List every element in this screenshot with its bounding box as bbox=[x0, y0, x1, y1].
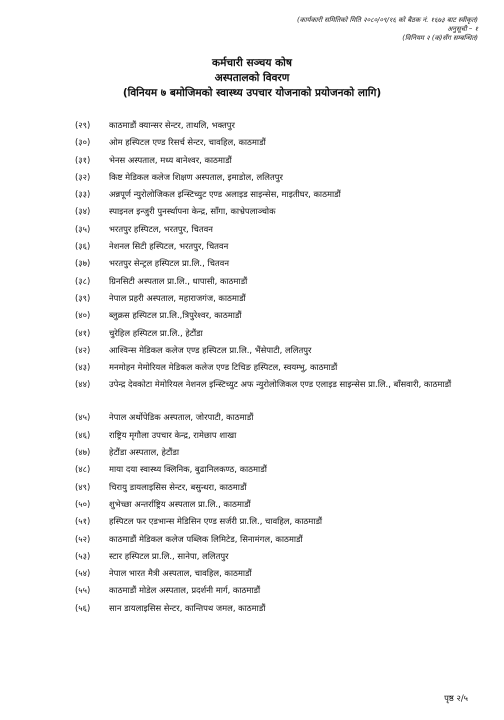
item-number: (४६) bbox=[75, 429, 91, 440]
list-item bbox=[75, 584, 485, 601]
hospital-name: उपेन्द्र देवकोटा मेमोरियल नेशनल इन्स्टिच्युट अफ न्युरोलोजिकल एण्ड एलाइड साइन्सेस प्रा.लि., बाँसवारी, काठमाडौं bbox=[109, 379, 452, 390]
item-number: (३०) bbox=[75, 137, 91, 148]
hospital-name: चुरेहिल हस्पिटल प्रा.लि., हेटौंडा bbox=[109, 327, 203, 338]
item-number: (५२) bbox=[75, 533, 91, 544]
document-titles bbox=[0, 56, 504, 101]
hospital-name: किष्ट मेडिकल कलेज शिक्षण अस्पताल, इमाडोल, ललितपुर bbox=[109, 171, 283, 182]
hospital-name: काठमाडौं क्यान्सर सेन्टर, ताथलि, भक्तपुर bbox=[109, 120, 235, 130]
hospital-name: स्पाइनल इन्जुरी पुनर्स्थापना केन्द्र, साँगा, काभ्रेपलाञ्चोक bbox=[109, 206, 276, 217]
item-number: (३७) bbox=[75, 258, 91, 269]
hospital-name: चिरायु डायलाइसिस सेन्टर, बसुन्धरा, काठमाडौं bbox=[109, 481, 247, 492]
item-number: (३२) bbox=[75, 171, 91, 182]
document-title: अस्पतालको विवरण bbox=[214, 72, 290, 84]
hospital-name: भेनस अस्पताल, मध्य बानेश्वर, काठमाडौं bbox=[109, 154, 232, 165]
list-item bbox=[75, 240, 485, 257]
hospital-name: भरतपुर सेन्ट्रल हस्पिटल प्रा.लि., चितवन bbox=[109, 258, 229, 269]
item-number: (५१) bbox=[75, 516, 91, 527]
list-item bbox=[75, 378, 485, 411]
item-number: (३८) bbox=[75, 275, 91, 286]
hospital-name: नेपाल प्रहरी अस्पताल, महाराजगंज, काठमाडौं bbox=[109, 292, 246, 303]
hospital-name: ग्रिनसिटी अस्पताल प्रा.लि., धापासी, काठमाडौं bbox=[109, 275, 248, 286]
item-number: (४१) bbox=[75, 327, 91, 338]
list-item bbox=[75, 119, 485, 136]
item-number: (२९) bbox=[75, 120, 91, 130]
list-item bbox=[75, 309, 485, 326]
hospital-name: नेपाल भारत मैत्री अस्पताल, चावहिल, काठमाडौं bbox=[109, 568, 252, 579]
list-item bbox=[75, 602, 485, 619]
list-item bbox=[75, 344, 485, 361]
item-number: (३६) bbox=[75, 241, 91, 252]
list-item bbox=[75, 136, 485, 153]
item-number: (४४) bbox=[75, 379, 91, 390]
list-item bbox=[75, 171, 485, 188]
hospital-name: आश्विन्स मेडिकल कलेज एण्ड हस्पिटल प्रा.लि., भैंसेपाटी, ललितपुर bbox=[109, 344, 312, 355]
hospital-name: ओम हस्पिटल एण्ड रिसर्च सेन्टर, चावहिल, काठमाडौं bbox=[109, 137, 266, 148]
hospital-name: हस्पिटल फर एडभान्स मेडिसिन एण्ड सर्जरी प्रा.लि., चावहिल, काठमाडौं bbox=[109, 516, 323, 527]
hospital-name: ब्लुक्रस हस्पिटल प्रा.लि.,त्रिपुरेश्वर, काठमाडौं bbox=[109, 310, 242, 321]
list-item bbox=[75, 361, 485, 378]
hospital-name: हेटौंडा अस्पताल, हेटौंडा bbox=[109, 447, 179, 458]
hospital-name: माया दया स्वास्थ्य क्लिनिक, बुढानिलकण्ठ, काठमाडौं bbox=[109, 464, 267, 475]
item-number: (३३) bbox=[75, 189, 91, 200]
hospital-name: स्टार हस्पिटल प्रा.लि., सानेपा, ललितपुर bbox=[109, 550, 229, 561]
list-item bbox=[75, 446, 485, 463]
list-item bbox=[75, 550, 485, 567]
regulation-reference: (विनियम २ (क)सँग सम्बन्धित) bbox=[402, 34, 478, 42]
hospital-name: काठमाडौं मोडेल अस्पताल, प्रदर्शनी मार्ग, काठमाडौं bbox=[109, 585, 261, 596]
list-item bbox=[75, 481, 485, 498]
item-number: (४३) bbox=[75, 362, 91, 373]
list-item bbox=[75, 154, 485, 171]
hospital-name: शुभेच्छा अन्तर्राष्ट्रिय अस्पताल प्रा.लि., काठमाडौं bbox=[109, 498, 251, 509]
item-number: (४५) bbox=[75, 412, 91, 423]
hospital-name: नेपाल अर्थोपेडिक अस्पताल, जोरपाटी, काठमाडौं bbox=[109, 412, 254, 423]
item-number: (५६) bbox=[75, 602, 91, 613]
item-number: (५०) bbox=[75, 498, 91, 509]
list-item bbox=[75, 292, 485, 309]
item-number: (४०) bbox=[75, 310, 91, 321]
hospital-name: नेशनल सिटी हस्पिटल, भरतपुर, चितवन bbox=[109, 241, 229, 252]
item-number: (४९) bbox=[75, 481, 91, 492]
list-item bbox=[75, 223, 485, 240]
organization-title: कर्मचारी सञ्चय कोष bbox=[212, 57, 292, 69]
list-item bbox=[75, 498, 485, 515]
hospital-name: अन्नपूर्ण न्युरोलोजिकल इन्स्टिच्युट एण्ड अलाइड साइन्सेस, माइतीघर, काठमाडौं bbox=[109, 189, 341, 200]
item-number: (३१) bbox=[75, 154, 91, 165]
item-number: (५३) bbox=[75, 550, 91, 561]
list-item bbox=[75, 533, 485, 550]
hospital-name: भरतपुर हस्पिटल, भरतपुर, चितवन bbox=[109, 223, 213, 234]
item-number: (३४) bbox=[75, 206, 91, 217]
item-number: (४७) bbox=[75, 447, 91, 458]
item-number: (४२) bbox=[75, 344, 91, 355]
item-number: (३९) bbox=[75, 292, 91, 303]
list-item bbox=[75, 327, 485, 344]
list-item bbox=[75, 463, 485, 480]
hospital-name: मनमोहन मेमोरियल मेडिकल कलेज एण्ड टिचिङ हस्पिटल, स्वयम्भु, काठमाडौं bbox=[109, 362, 338, 373]
list-item bbox=[75, 205, 485, 222]
hospital-name: सान डायलाइसिस सेन्टर, कान्तिपथ जमल, काठमाडौं bbox=[109, 602, 266, 613]
hospital-name: राष्ट्रिय मृगौला उपचार केन्द्र, रामेछाप शाखा bbox=[109, 429, 237, 440]
list-item bbox=[75, 567, 485, 584]
item-number: (५५) bbox=[75, 585, 91, 596]
item-number: (४८) bbox=[75, 464, 91, 475]
annex-label: अनुसूची – १ bbox=[447, 25, 478, 33]
approval-note: (कार्यकारी समितिको मिति २०८०/०९/१६ को बैठक नं. १६७३ बाट स्वीकृत) bbox=[297, 16, 478, 24]
hospital-list bbox=[75, 119, 485, 619]
page-number: पृष्ठ २/५ bbox=[444, 693, 468, 703]
document-subtitle: (विनियम ७ बमोजिमको स्वास्थ्य उपचार योजनाको प्रयोजनको लागि) bbox=[122, 87, 382, 99]
item-number: (३५) bbox=[75, 223, 91, 234]
item-number: (५४) bbox=[75, 568, 91, 579]
list-item bbox=[75, 275, 485, 292]
list-item bbox=[75, 515, 485, 532]
header-note bbox=[297, 16, 478, 43]
list-item bbox=[75, 257, 485, 274]
hospital-name: काठमाडौं मेडिकल कलेज पब्लिक लिमिटेड, सिनामंगल, काठमाडौं bbox=[109, 533, 303, 544]
list-item bbox=[75, 411, 485, 428]
list-item bbox=[75, 188, 485, 205]
list-item bbox=[75, 429, 485, 446]
